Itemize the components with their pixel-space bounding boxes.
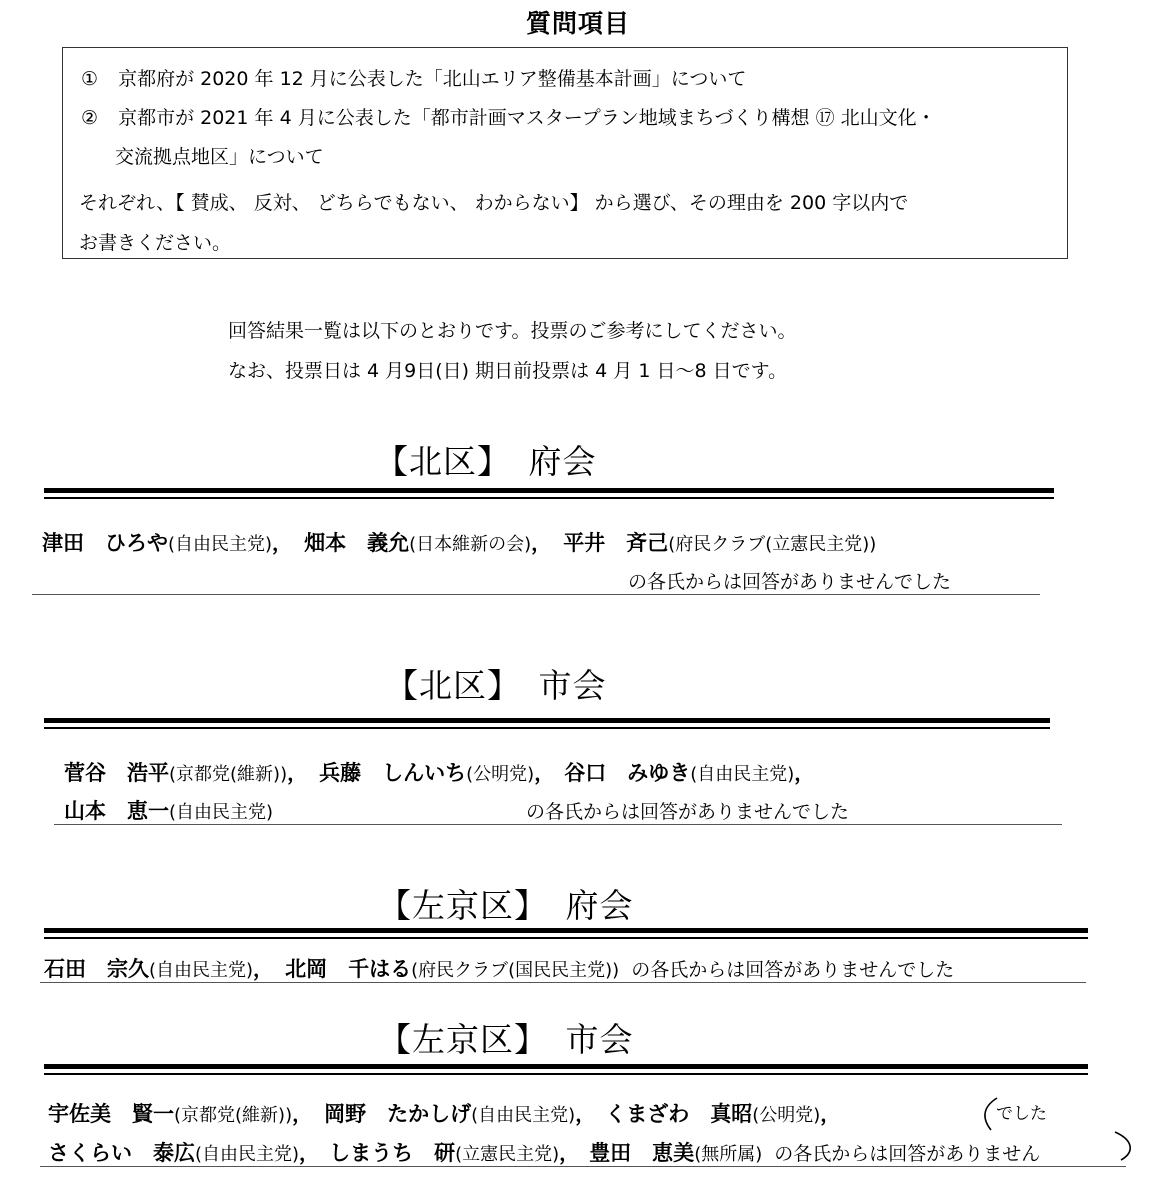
candidate-line [64, 757, 814, 787]
candidate-name: 谷口 みゆき [564, 761, 691, 785]
candidate-name: 宇佐美 賢一 [48, 1102, 174, 1126]
candidate-name: 菅谷 浩平 [64, 761, 169, 785]
question-1-text: 京都府が 2020 年 12 月に公表した「北山エリア整備基本計画」について [118, 68, 747, 90]
section-rule-thin [44, 727, 1050, 729]
question-1-mark: ① [81, 68, 99, 90]
candidate-name: くまざわ 真昭 [605, 1102, 753, 1126]
candidate-line [64, 795, 273, 825]
page-title: 質問項目 [525, 9, 630, 38]
section-rule-thick [44, 488, 1054, 493]
candidate-party: (自由民主党) [169, 802, 274, 823]
instruction-line-1: それぞれ、【 賛成、 反対、 どちらでもない、 わからない】 から選び、その理由を 200 字以内で [79, 192, 909, 214]
candidate-name: 北岡 千はる [285, 957, 412, 981]
separator: ， [287, 761, 308, 785]
section-heading-kita-shi: 【北区】 市会 [385, 666, 607, 705]
candidate-party: (公明党) [466, 764, 535, 785]
candidate-name: 岡野 たかしげ [324, 1102, 472, 1126]
separator: ， [299, 1141, 320, 1165]
candidate-line [42, 527, 876, 557]
separator: ， [534, 761, 555, 785]
candidate-party: (自由民主党) [690, 764, 795, 785]
section-heading-sakyo-fu: 【左京区】 府会 [378, 886, 634, 925]
no-response-note: の各氏からは回答がありませんでした [631, 959, 955, 981]
candidate-party: (日本維新の会) [409, 534, 532, 555]
no-response-note: の各氏からは回答がありません [774, 1143, 1041, 1165]
candidate-name: 石田 宗久 [44, 957, 149, 981]
handwritten-insert: でした [996, 1104, 1047, 1124]
question-1 [81, 64, 746, 91]
question-2-text-cont: 交流拠点地区」について [115, 146, 324, 168]
section-heading-kita-fu: 【北区】 府会 [375, 442, 597, 481]
section-rule-thin [44, 937, 1088, 939]
candidate-name: 兵藤 しんいち [319, 761, 467, 785]
section-heading-sakyo-shi: 【左京区】 市会 [378, 1020, 634, 1059]
candidate-party: (公明党) [752, 1105, 821, 1126]
candidate-name: 山本 恵一 [64, 799, 169, 823]
candidate-name: 平井 斉己 [563, 531, 669, 555]
candidate-line [44, 953, 954, 983]
no-response-note: の各氏からは回答がありませんでした [526, 801, 850, 823]
candidate-party: (京都党(維新)) [169, 764, 288, 785]
instruction-line-2: お書きください。 [79, 232, 232, 254]
section-rule-thick [44, 718, 1050, 723]
candidate-party: (自由民主党) [471, 1105, 576, 1126]
separator: ， [272, 531, 293, 555]
candidate-party: (立憲民主党) [455, 1144, 560, 1165]
separator: ， [531, 531, 552, 555]
candidate-party: (自由民主党) [149, 960, 254, 981]
question-box [62, 47, 1068, 259]
section-underline [32, 594, 1040, 595]
candidate-party: (府民クラブ(国民民主党)) [411, 960, 620, 981]
candidate-name: 畑本 義允 [304, 531, 410, 555]
candidate-party: (府民クラブ(立憲民主党)) [668, 534, 877, 555]
section-rule-thin [44, 497, 1054, 499]
separator: ， [559, 1141, 580, 1165]
separator: ， [292, 1102, 313, 1126]
candidate-name: 津田 ひろや [42, 531, 168, 555]
question-2-text: 京都市が 2021 年 4 月に公表した「都市計画マスタープラン地域まちづくり構想 ⑰ 北山文化・ [118, 107, 936, 129]
section-underline [40, 1166, 1126, 1167]
candidate-party: (無所属) [694, 1144, 763, 1165]
candidate-line [48, 1137, 1040, 1167]
candidate-name: さくらい 泰広 [48, 1141, 195, 1165]
section-rule-thick [44, 928, 1088, 933]
section-underline [40, 982, 1086, 983]
no-response-note: の各氏からは回答がありませんでした [628, 571, 952, 593]
section-underline [54, 824, 1062, 825]
candidate-party: (自由民主党) [195, 1144, 300, 1165]
separator: ， [253, 957, 274, 981]
separator: ， [794, 761, 815, 785]
question-2-mark: ② [81, 107, 99, 129]
candidate-party: (自由民主党) [168, 534, 273, 555]
candidate-line [48, 1098, 840, 1128]
candidate-name: しまうち 研 [329, 1141, 456, 1165]
intro-line-1: 回答結果一覧は以下のとおりです。投票のご参考にしてください。 [228, 320, 797, 342]
handwritten-insert-mark [975, 1090, 1145, 1165]
intro-line-2: なお、投票日は 4 月9日(日) 期日前投票は 4 月 1 日～8 日です。 [228, 360, 788, 382]
separator: ， [820, 1102, 841, 1126]
candidate-name: 豊田 恵美 [589, 1141, 695, 1165]
candidate-party: (京都党(維新)) [174, 1105, 293, 1126]
question-2 [81, 103, 936, 130]
separator: ， [575, 1102, 596, 1126]
section-rule-thick [44, 1064, 1088, 1069]
section-rule-thin [44, 1073, 1088, 1075]
